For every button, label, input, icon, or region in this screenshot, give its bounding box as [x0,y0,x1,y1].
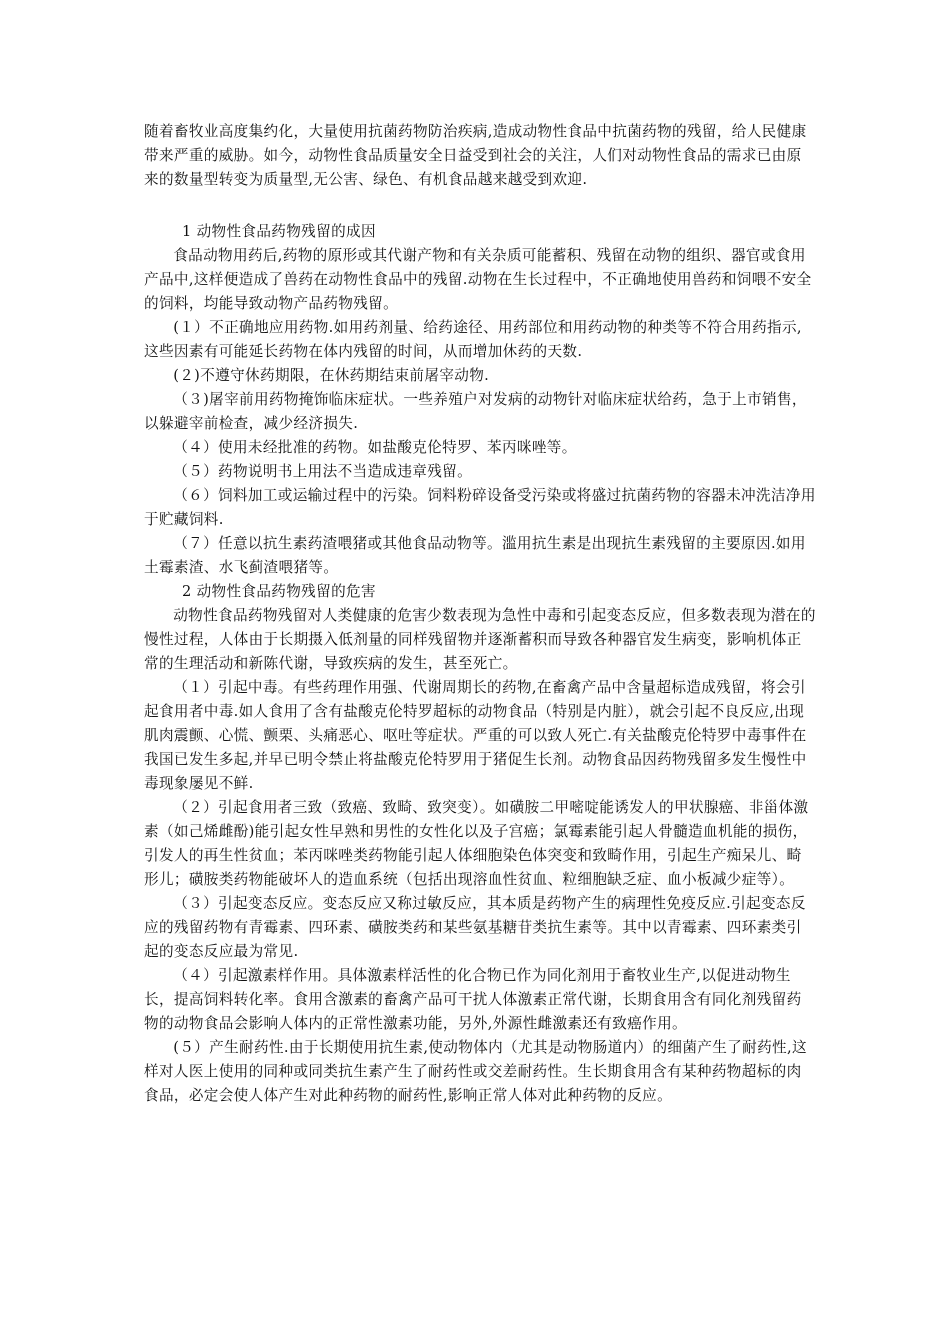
section-2-lead: 动物性食品药物残留对人类健康的危害少数表现为急性中毒和引起变态反应，但多数表现为潜在的慢性过程，人体由于长期摄入低剂量的同样残留物并逐渐蓄积而导致各种器官发生病变，影响机体正常的生理活动和新陈代谢，导致疾病的发生，甚至死亡。 [144,607,816,672]
section-1-item-3: （３)屠宰前用药物掩饰临床症状。一些养殖户对发病的动物针对临床症状给药，急于上市销售，以躲避宰前检查，减少经济损失. [144,391,807,432]
document-body [144,120,816,1108]
section-1-item-7: （７）任意以抗生素药渣喂猪或其他食品动物等。滥用抗生素是出现抗生素残留的主要原因.如用土霉素渣、水飞蓟渣喂猪等。 [144,535,806,576]
section-2-item-1: （１）引起中毒。有些药理作用强、代谢周期长的药物,在畜禽产品中含量超标造成残留，将会引起食用者中毒.如人食用了含有盐酸克伦特罗超标的动物食品（特别是内脏），就会引起不良反应,出现肌肉震颤、心慌、颤栗、头痛恶心、呕吐等症状。严重的可以致人死亡.有关盐酸克伦特罗中毒事件在我国已发生多起,并早已明令禁止将盐酸克伦特罗用于猪促生长剂。动物食品因药物残留多发生慢性中毒现象屡见不鲜. [144,679,807,792]
section-2-heading: 2 动物性食品药物残留的危害 [181,583,376,600]
section-2-item-4: （４）引起激素样作用。具体激素样活性的化合物已作为同化剂用于畜牧业生产,以促进动物生长，提高饲料转化率。食用含激素的畜禽产品可干扰人体激素正常代谢，长期食用含有同化剂残留药物的动物食品会影响人体内的正常性激素功能，另外,外源性雌激素还有致癌作用。 [144,967,802,1032]
section-2-item-2: （２）引起食用者三致（致癌、致畸、致突变）。如磺胺二甲嘧啶能诱发人的甲状腺癌、非甾体激素（如己烯雌酚)能引起女性早熟和男性的女性化以及子宫癌；氯霉素能引起人骨髓造血机能的损伤，引发人的再生性贫血；苯丙咪唑类药物能引起人体细胞染色体突变和致畸作用，引起生产痴呆儿、畸形儿；磺胺类药物能破坏人的造血系统（包括出现溶血性贫血、粒细胞缺乏症、血小板减少症等）。 [144,799,809,888]
section-1-item-2: (２)不遵守休药期限，在休药期结束前屠宰动物. [173,367,490,384]
section-1-item-5: （５）药物说明书上用法不当造成违章残留。 [173,463,473,480]
section-1-item-4: （４）使用未经批准的药物。如盐酸克伦特罗、苯丙咪唑等。 [173,439,577,456]
section-1-item-6: （６）饲料加工或运输过程中的污染。饲料粉碎设备受污染或将盛过抗菌药物的容器未冲洗洁净用于贮藏饲料. [144,487,816,528]
spacer [144,192,816,220]
section-1-item-1: (１）不正确地应用药物.如用药剂量、给药途径、用药部位和用药动物的种类等不符合用药指示,这些因素有可能延长药物在体内残留的时间，从而增加休药的天数. [144,319,802,360]
section-2-item-5: (５）产生耐药性.由于长期使用抗生素,使动物体内（尤其是动物肠道内）的细菌产生了耐药性,这样对人医上使用的同种或同类抗生素产生了耐药性或交差耐药性。生长期食用含有某种药物超标的肉食品，必定会使人体产生对此种药物的耐药性,影响正常人体对此种药物的反应。 [144,1039,807,1104]
section-2-item-3: （３）引起变态反应。变态反应又称过敏反应，其本质是药物产生的病理性免疫反应.引起变态反应的残留药物有青霉素、四环素、磺胺类药和某些氨基糖苷类抗生素等。其中以青霉素、四环素类引起的变态反应最为常见. [144,895,806,960]
intro-paragraph: 随着畜牧业高度集约化，大量使用抗菌药物防治疾病,造成动物性食品中抗菌药物的残留，给人民健康带来严重的威胁。如今，动物性食品质量安全日益受到社会的关注，人们对动物性食品的需求已由原来的数量型转变为质量型,无公害、绿色、有机食品越来越受到欢迎. [144,123,807,188]
section-1-heading: 1 动物性食品药物残留的成因 [181,223,376,240]
section-1-lead: 食品动物用药后,药物的原形或其代谢产物和有关杂质可能蓄积、残留在动物的组织、器官或食用产品中,这样便造成了兽药在动物性食品中的残留.动物在生长过程中，不正确地使用兽药和饲喂不安全的饲料，均能导致动物产品药物残留。 [144,247,812,312]
